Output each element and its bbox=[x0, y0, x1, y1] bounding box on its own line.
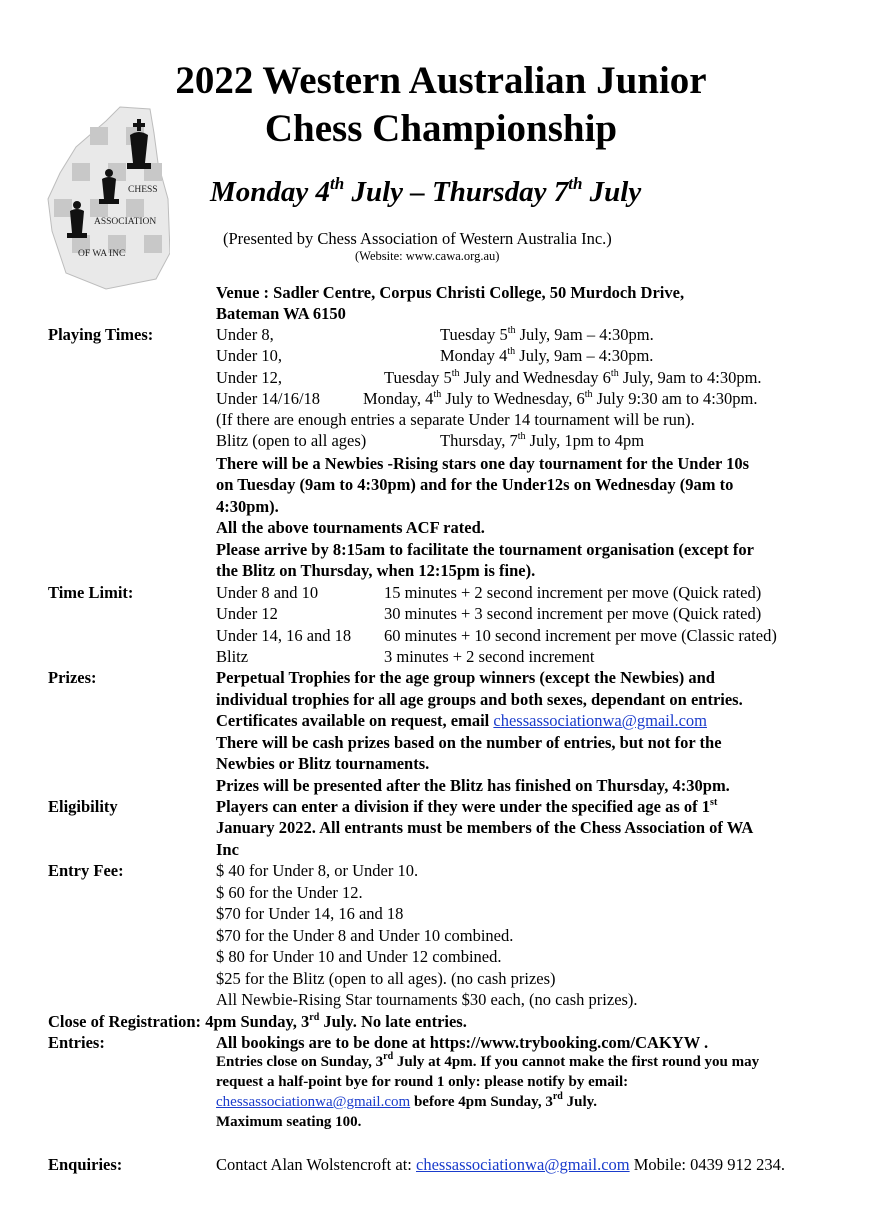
tl-cat-1: Under 12 bbox=[216, 604, 278, 623]
pt-u8-label: Under 8, bbox=[216, 325, 274, 344]
tl-val-3: 3 minutes + 2 second increment bbox=[384, 647, 595, 666]
prizes-line-5: Newbies or Blitz tournaments. bbox=[216, 754, 430, 773]
title-line-2: Chess Championship bbox=[264, 107, 618, 150]
pt-newbies-2: on Tuesday (9am to 4:30pm) and for the Under12s on Wednesday (9am to bbox=[216, 475, 734, 494]
logo-text-association: ASSOCIATION bbox=[94, 217, 157, 227]
eligibility-line-2: January 2022. All entrants must be members of the Chess Association of WA bbox=[216, 818, 754, 837]
event-dates: Monday 4th July – Thursday 7th July bbox=[210, 174, 642, 208]
tl-cat-0: Under 8 and 10 bbox=[216, 583, 319, 602]
venue-line-2: Bateman WA 6150 bbox=[216, 304, 346, 323]
label-enquiries: Enquiries: bbox=[48, 1155, 123, 1174]
fee-6: All Newbie-Rising Star tournaments $30 each, (no cash prizes). bbox=[216, 990, 638, 1009]
entries-line-1: All bookings are to be done at https://www.trybooking.com/CAKYW . bbox=[216, 1033, 709, 1052]
pt-u14-label: Under 14/16/18 bbox=[216, 389, 321, 408]
venue-line-1: Venue : Sadler Centre, Corpus Christi College, 50 Murdoch Drive, bbox=[216, 283, 685, 302]
title-line-1: 2022 Western Australian Junior bbox=[175, 59, 707, 102]
enquiries-line: Contact Alan Wolstencroft at: chessassociationwa@gmail.com Mobile: 0439 912 234. bbox=[216, 1155, 785, 1174]
entries-line-5: Maximum seating 100. bbox=[216, 1114, 362, 1130]
prizes-line-2: individual trophies for all age groups and both sexes, dependant on entries. bbox=[216, 690, 743, 709]
prizes-line-1: Perpetual Trophies for the age group winners (except the Newbies) and bbox=[216, 668, 715, 687]
eligibility-line-3: Inc bbox=[216, 840, 239, 859]
prizes-line-3: Certificates available on request, email chessassociationwa@gmail.com bbox=[216, 711, 707, 730]
pt-u8-time: Tuesday 5th July, 9am – 4:30pm. bbox=[440, 324, 654, 344]
pt-newbies-1: There will be a Newbies -Rising stars one day tournament for the Under 10s bbox=[216, 454, 750, 473]
label-entry-fee: Entry Fee: bbox=[48, 861, 124, 880]
presented-by: (Presented by Chess Association of Western Australia Inc.) bbox=[223, 229, 612, 248]
pt-u12-time: Tuesday 5th July and Wednesday 6th July, 9am to 4:30pm. bbox=[384, 367, 762, 387]
tl-val-1: 30 minutes + 3 second increment per move (Quick rated) bbox=[384, 604, 762, 623]
tl-cat-2: Under 14, 16 and 18 bbox=[216, 626, 352, 645]
fee-3: $70 for the Under 8 and Under 10 combined. bbox=[216, 926, 514, 945]
fee-2: $70 for Under 14, 16 and 18 bbox=[216, 904, 404, 923]
tl-val-0: 15 minutes + 2 second increment per move (Quick rated) bbox=[384, 583, 762, 602]
pt-blitz-label: Blitz (open to all ages) bbox=[216, 431, 367, 450]
prizes-line-4: There will be cash prizes based on the number of entries, but not for the bbox=[216, 733, 722, 752]
entries-line-3: request a half-point bye for round 1 only: please notify by email: bbox=[216, 1074, 629, 1090]
eligibility-line-1: Players can enter a division if they were under the specified age as of 1st bbox=[216, 796, 718, 816]
tl-val-2: 60 minutes + 10 second increment per move (Classic rated) bbox=[384, 626, 777, 645]
pt-arrive-2: the Blitz on Thursday, when 12:15pm is fine). bbox=[216, 561, 536, 580]
fee-0: $ 40 for Under 8, or Under 10. bbox=[216, 861, 419, 880]
enquiries-email-link[interactable]: chessassociationwa@gmail.com bbox=[416, 1155, 630, 1174]
entries-email-link[interactable]: chessassociationwa@gmail.com bbox=[216, 1094, 411, 1110]
pt-u10-label: Under 10, bbox=[216, 346, 282, 365]
chess-king-map-logo-icon bbox=[46, 103, 170, 291]
prizes-email-link[interactable]: chessassociationwa@gmail.com bbox=[493, 711, 707, 730]
fee-4: $ 80 for Under 10 and Under 12 combined. bbox=[216, 947, 502, 966]
tl-cat-3: Blitz bbox=[216, 647, 249, 666]
pt-acf-rated: All the above tournaments ACF rated. bbox=[216, 518, 485, 537]
pt-newbies-3: 4:30pm). bbox=[216, 497, 279, 516]
logo-text-chess: CHESS bbox=[128, 185, 158, 195]
close-registration: Close of Registration: 4pm Sunday, 3rd July. No late entries. bbox=[48, 1011, 467, 1031]
pt-u12-label: Under 12, bbox=[216, 368, 282, 387]
label-time-limit: Time Limit: bbox=[48, 583, 134, 602]
entries-line-4: chessassociationwa@gmail.com before 4pm Sunday, 3rd July. bbox=[216, 1091, 598, 1110]
fee-1: $ 60 for the Under 12. bbox=[216, 883, 363, 902]
pt-note: (If there are enough entries a separate Under 14 tournament will be run). bbox=[216, 410, 695, 429]
prizes-line-6: Prizes will be presented after the Blitz has finished on Thursday, 4:30pm. bbox=[216, 776, 730, 795]
cawa-logo bbox=[46, 103, 170, 291]
label-playing-times: Playing Times: bbox=[48, 325, 154, 344]
pt-arrive-1: Please arrive by 8:15am to facilitate the tournament organisation (except for bbox=[216, 540, 754, 559]
pt-blitz-time: Thursday, 7th July, 1pm to 4pm bbox=[440, 430, 645, 450]
label-prizes: Prizes: bbox=[48, 668, 97, 687]
label-entries: Entries: bbox=[48, 1033, 105, 1052]
pt-u14-time: Monday, 4th July to Wednesday, 6th July 9:30 am to 4:30pm. bbox=[363, 388, 758, 408]
fee-5: $25 for the Blitz (open to all ages). (no cash prizes) bbox=[216, 969, 556, 988]
entries-line-2: Entries close on Sunday, 3rd July at 4pm. If you cannot make the first round you may bbox=[216, 1051, 760, 1070]
pt-u10-time: Monday 4th July, 9am – 4:30pm. bbox=[440, 345, 654, 365]
website: (Website: www.cawa.org.au) bbox=[355, 249, 500, 263]
label-eligibility: Eligibility bbox=[48, 797, 118, 816]
logo-text-of-wa-inc: OF WA INC bbox=[78, 249, 126, 259]
